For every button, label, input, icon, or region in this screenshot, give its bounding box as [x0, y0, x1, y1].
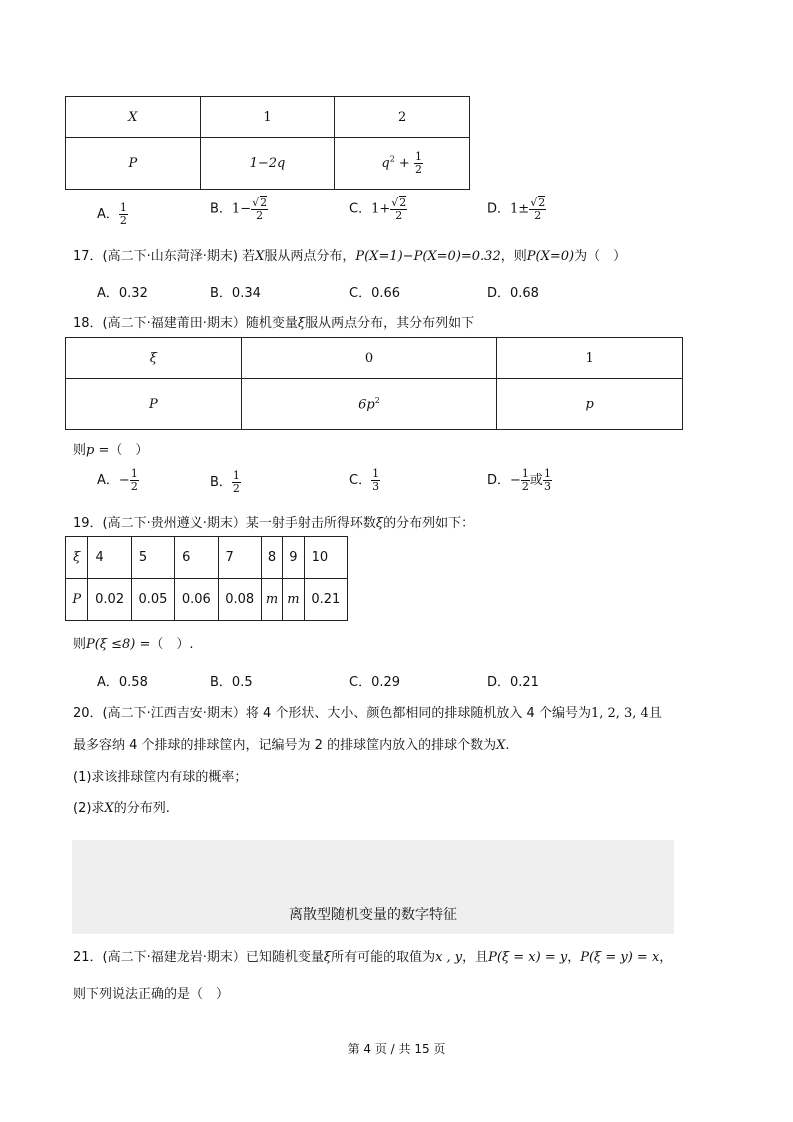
table-cell: [335, 138, 470, 190]
q20-stem-line2: 最多容纳 4 个排球的排球筐内，记编号为 2 的排球筐内放入的排球个数为X.: [73, 738, 510, 753]
q17-stem: 17．(高二下·山东菏泽·期末) 若X服从两点分布，P(X=1)−P(X=0)=0.32，则P(X=0)为（ ）: [73, 249, 627, 264]
table-cell: p: [497, 379, 683, 430]
table-cell: 0.05: [131, 579, 174, 621]
q19-question: 则P(ξ ≤8) =（ ）.: [73, 637, 194, 652]
q18-option-a[interactable]: A．− $\frac{1}{2}$: [97, 467, 138, 493]
q18-distribution-table: [65, 337, 683, 430]
q19-option-d[interactable]: D．0.21: [487, 675, 539, 690]
table-cell: 9: [283, 537, 304, 579]
table-cell: 1: [200, 97, 335, 138]
table-cell: 0.06: [175, 579, 218, 621]
q18-question: 则p =（ ）: [73, 443, 149, 458]
q19-option-c[interactable]: C．0.29: [349, 675, 401, 690]
q16-option-b[interactable]: B．1− $\frac{√2}{2}$: [210, 196, 268, 222]
q17-option-d[interactable]: D．0.68: [487, 286, 539, 301]
q18-option-d[interactable]: D．− $\frac{1}{2}$ 或 $\frac{1}{3}$: [487, 467, 551, 493]
fraction: $\frac{1}{2}$: [414, 150, 422, 176]
table-cell: 7: [218, 537, 261, 579]
table-cell: $6p^2$: [241, 379, 497, 430]
table-cell: 0: [241, 338, 497, 379]
q20-stem-line1: 20．(高二下·江西吉安·期末）将 4 个形状、大小、颜色都相同的排球随机放入 4 个编号为1, 2, 3, 4且: [73, 706, 662, 721]
table-cell: 6: [175, 537, 218, 579]
q17-option-a[interactable]: A．0.32: [97, 286, 148, 301]
table-cell: 0.02: [88, 579, 131, 621]
section-title: 离散型随机变量的数字特征: [289, 907, 457, 923]
math-op: +: [398, 156, 410, 171]
table-cell: ξ: [66, 537, 88, 579]
table-cell: 0.21: [304, 579, 347, 621]
table-cell: 4: [88, 537, 131, 579]
q18-option-c[interactable]: C． $\frac{1}{3}$: [349, 467, 380, 493]
q17-option-c[interactable]: C．0.66: [349, 286, 401, 301]
q16-option-d[interactable]: D．1± $\frac{√2}{2}$: [487, 196, 546, 222]
q16-option-a[interactable]: A． $\frac{1}{2}$: [97, 201, 127, 227]
table-cell: 8: [261, 537, 282, 579]
table-cell: m: [283, 579, 304, 621]
table-cell: X: [66, 97, 201, 138]
q20-sub1: (1)求该排球筐内有球的概率；: [73, 770, 248, 785]
q20-sub2: (2)求X的分布列.: [73, 801, 170, 816]
table-cell: 1−2q: [200, 138, 335, 190]
superscript: 2: [389, 154, 395, 164]
q17-option-b[interactable]: B．0.34: [210, 286, 261, 301]
table-cell: P: [66, 379, 242, 430]
table-cell: 2: [335, 97, 470, 138]
q19-option-a[interactable]: A．0.58: [97, 675, 148, 690]
q19-distribution-table: [65, 536, 348, 621]
q16-option-c[interactable]: C．1+ $\frac{√2}{2}$: [349, 196, 407, 222]
q19-option-b[interactable]: B．0.5: [210, 675, 253, 690]
table-cell: 5: [131, 537, 174, 579]
section-header-box: [72, 840, 674, 934]
q21-stem-line1: 21．(高二下·福建龙岩·期末）已知随机变量ξ所有可能的取值为x , y，且P(ξ = x) = y，P(ξ = y) = x，: [73, 950, 673, 965]
q18-option-b[interactable]: B． $\frac{1}{2}$: [210, 469, 240, 495]
math-var: q: [381, 156, 390, 171]
table-cell: m: [261, 579, 282, 621]
q16-distribution-table: [65, 96, 470, 190]
page-footer: 第 4 页 / 共 15 页: [347, 1042, 446, 1056]
q18-stem: 18．(高二下·福建莆田·期末）随机变量ξ服从两点分布，其分布列如下: [73, 316, 475, 331]
q19-stem: 19．(高二下·贵州遵义·期末）某一射手射击所得环数ξ的分布列如下：: [73, 516, 475, 531]
table-cell: ξ: [66, 338, 242, 379]
q21-stem-line2: 则下列说法正确的是（ ）: [73, 987, 230, 1002]
table-cell: 0.08: [218, 579, 261, 621]
table-cell: 10: [304, 537, 347, 579]
table-cell: P: [66, 579, 88, 621]
table-cell: 1: [497, 338, 683, 379]
table-cell: P: [66, 138, 201, 190]
